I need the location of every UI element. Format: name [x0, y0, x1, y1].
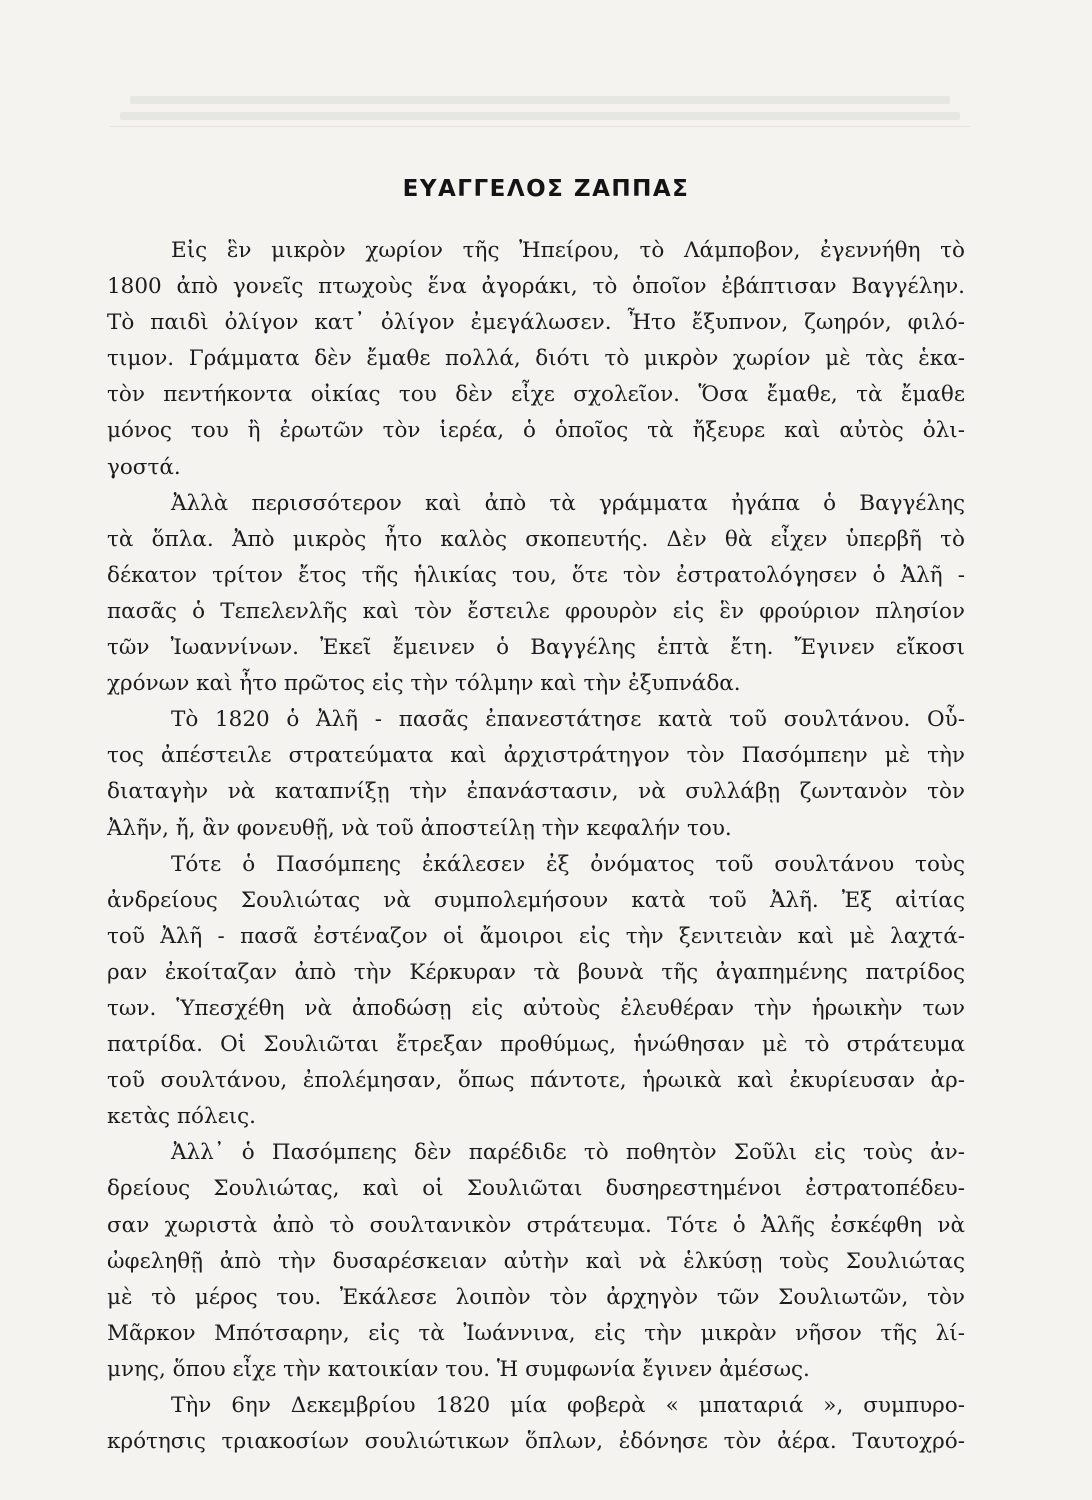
- text-line: ραν ἐκοίταζαν ἀπὸ τὴν Κέρκυραν τὰ βουνὰ τῆς ἀγαπημένης πατρίδος: [107, 959, 965, 985]
- text-line: τοῦ Ἀλῆ - πασᾶ ἐστέναζον οἱ ἄμοιροι εἰς τὴν ξενιτειὰν καὶ μὲ λαχτά-: [107, 923, 965, 949]
- body-text: [107, 233, 965, 1460]
- text-line: Ἀλλ᾽ ὁ Πασόμπεης δὲν παρέδιδε τὸ ποθητὸν Σοῦλι εἰς τοὺς ἀν-: [171, 1140, 965, 1166]
- text-line: Τὸ 1820 ὁ Ἀλῆ - πασᾶς ἐπανεστάτησε κατὰ τοῦ σουλτάνου. Οὗ-: [171, 707, 965, 733]
- text-line: τὸν πεντήκοντα οἰκίας του δὲν εἶχε σχολεῖον. Ὅσα ἔμαθε, τὰ ἔμαθε: [107, 382, 965, 408]
- text-line: των. Ὑπεσχέθη νὰ ἀποδώσῃ εἰς αὐτοὺς ἐλευθέραν τὴν ἡρωικὴν των: [107, 995, 965, 1021]
- chapter-title: ΕΥΑΓΓΕΛΟΣ ΖΑΠΠΑΣ: [402, 176, 690, 202]
- text-line: δέκατον τρίτον ἔτος τῆς ἡλικίας του, ὅτε τὸν ἐστρατολόγησεν ὁ Ἀλῆ -: [107, 562, 965, 588]
- text-line: μόνος του ἢ ἐρωτῶν τὸν ἱερέα, ὁ ὁποῖος τὰ ἤξευρε καὶ αὐτὸς ὀλι-: [107, 418, 965, 444]
- text-line: γοστά.: [107, 454, 181, 480]
- text-line: σαν χωριστὰ ἀπὸ τὸ σουλτανικὸν στράτευμα. Τότε ὁ Ἀλῆς ἐσκέφθη νὰ: [107, 1212, 965, 1238]
- text-line: τος ἀπέστειλε στρατεύματα καὶ ἀρχιστράτηγον τὸν Πασόμπεην μὲ τὴν: [107, 743, 965, 769]
- text-line: τὰ ὅπλα. Ἀπὸ μικρὸς ἦτο καλὸς σκοπευτής. Δὲν θὰ εἶχεν ὑπερβῆ τὸ: [107, 526, 965, 552]
- text-line: πασᾶς ὁ Τεπελενλῆς καὶ τὸν ἔστειλε φρουρὸν εἰς ἓν φρούριον πλησίον: [107, 598, 965, 624]
- text-line: Ἀλῆν, ἤ, ἂν φονευθῇ, νὰ τοῦ ἀποστείλῃ τὴν κεφαλήν του.: [107, 815, 732, 841]
- show-through-line: [130, 96, 950, 104]
- text-line: Τὸ παιδὶ ὀλίγον κατ᾽ ὀλίγον ἐμεγάλωσεν. Ἦτο ἔξυπνον, ζωηρόν, φιλό-: [107, 310, 965, 336]
- text-line: δρείους Σουλιώτας, καὶ οἱ Σουλιῶται δυσηρεστημένοι ἐστρατοπέδευ-: [107, 1176, 965, 1202]
- text-line: διαταγὴν νὰ καταπνίξῃ τὴν ἐπανάστασιν, νὰ συλλάβῃ ζωντανὸν τὸν: [107, 779, 965, 805]
- text-line: ἀνδρείους Σουλιώτας νὰ συμπολεμήσουν κατὰ τοῦ Ἀλῆ. Ἐξ αἰτίας: [107, 887, 965, 913]
- text-line: πατρίδα. Οἱ Σουλιῶται ἔτρεξαν προθύμως, ἡνώθησαν μὲ τὸ στράτευμα: [107, 1032, 965, 1058]
- text-line: μὲ τὸ μέρος του. Ἐκάλεσε λοιπὸν τὸν ἀρχηγὸν τῶν Σουλιωτῶν, τὸν: [107, 1284, 965, 1310]
- text-line: Τότε ὁ Πασόμπεης ἐκάλεσεν ἐξ ὀνόματος τοῦ σουλτάνου τοὺς: [171, 851, 965, 877]
- text-line: Τὴν 6ην Δεκεμβρίου 1820 μία φοβερὰ « μπαταριά », συμπυρο-: [171, 1393, 965, 1418]
- text-line: Μᾶρκον Μπότσαρην, εἰς τὰ Ἰωάννινα, εἰς τὴν μικρὰν νῆσον τῆς λί-: [107, 1320, 965, 1346]
- show-through-line: [120, 112, 960, 120]
- show-through-rule: [110, 126, 970, 127]
- text-line: 1800 ἀπὸ γονεῖς πτωχοὺς ἕνα ἀγοράκι, τὸ ὁποῖον ἐβάπτισαν Βαγγέλην.: [107, 274, 965, 300]
- text-line: μνης, ὅπου εἶχε τὴν κατοικίαν του. Ἡ συμφωνία ἔγινεν ἀμέσως.: [107, 1356, 810, 1382]
- text-line: ὠφεληθῇ ἀπὸ τὴν δυσαρέσκειαν αὐτὴν καὶ νὰ ἑλκύσῃ τοὺς Σουλιώτας: [107, 1248, 965, 1274]
- text-line: τοῦ σουλτάνου, ἐπολέμησαν, ὅπως πάντοτε, ἡρωικὰ καὶ ἐκυρίευσαν ἀρ-: [107, 1068, 965, 1094]
- show-through-header: [110, 92, 970, 128]
- text-line: χρόνων καὶ ἦτο πρῶτος εἰς τὴν τόλμην καὶ τὴν ἐξυπνάδα.: [107, 671, 741, 697]
- text-line: τῶν Ἰωαννίνων. Ἐκεῖ ἔμεινεν ὁ Βαγγέλης ἑπτὰ ἔτη. Ἔγινεν εἴκοσι: [107, 635, 965, 661]
- text-line: τιμον. Γράμματα δὲν ἔμαθε πολλά, διότι τὸ μικρὸν χωρίον μὲ τὰς ἑκα-: [107, 346, 965, 372]
- text-line: κρότησις τριακοσίων σουλιώτικων ὅπλων, ἐδόνησε τὸν ἀέρα. Ταυτοχρό-: [107, 1429, 965, 1455]
- text-line: Ἀλλὰ περισσότερον καὶ ἀπὸ τὰ γράμματα ἠγάπα ὁ Βαγγέλης: [171, 490, 965, 516]
- text-line: κετὰς πόλεις.: [107, 1104, 257, 1130]
- text-line: Εἰς ἓν μικρὸν χωρίον τῆς Ἠπείρου, τὸ Λάμποβον, ἐγεννήθη τὸ: [171, 238, 965, 263]
